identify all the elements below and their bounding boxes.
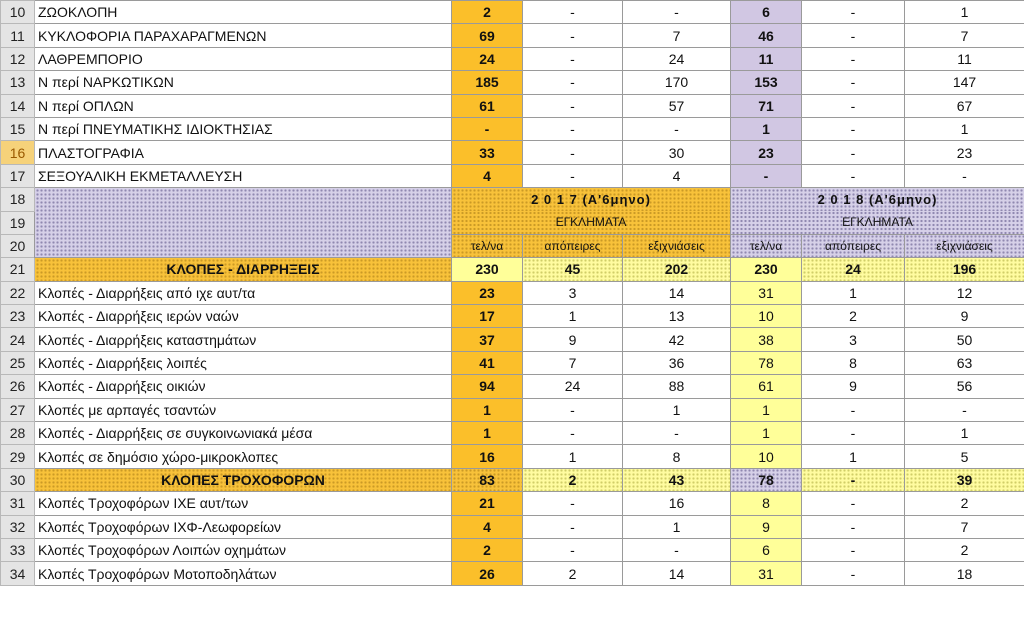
header-blank-cell[interactable] xyxy=(35,188,452,258)
2017-completed-cell[interactable]: 17 xyxy=(452,305,523,328)
2018-solved-total[interactable]: 39 xyxy=(905,468,1024,491)
2018-attempts-cell[interactable]: 1 xyxy=(802,445,905,468)
2018-attempts-cell[interactable]: - xyxy=(802,562,905,585)
2018-attempts-cell[interactable]: - xyxy=(802,141,905,164)
category-name-cell[interactable]: ΠΛΑΣΤΟΓΡΑΦΙΑ xyxy=(35,141,452,164)
2017-solved-cell[interactable]: 14 xyxy=(623,562,731,585)
2018-completed-cell[interactable]: 1 xyxy=(731,398,802,421)
row-header[interactable]: 31 xyxy=(1,492,35,515)
2018-solved-cell[interactable]: 12 xyxy=(905,281,1024,304)
row-header[interactable]: 19 xyxy=(1,211,35,234)
row-header[interactable]: 34 xyxy=(1,562,35,585)
2018-attempts-cell[interactable]: - xyxy=(802,398,905,421)
2018-completed-cell[interactable]: - xyxy=(731,164,802,187)
table-row xyxy=(1,1,1024,24)
category-name-cell[interactable]: ΖΩΟΚΛΟΠΗ xyxy=(35,1,452,24)
2018-solved-cell[interactable]: 11 xyxy=(905,47,1024,70)
category-name-cell[interactable]: Κλοπές - Διαρρήξεις ιερών ναών xyxy=(35,305,452,328)
2017-attempts-cell[interactable]: - xyxy=(523,164,623,187)
table-row xyxy=(1,445,1024,468)
2018-completed-total[interactable]: 230 xyxy=(731,258,802,281)
row-header[interactable]: 17 xyxy=(1,164,35,187)
row-header[interactable]: 23 xyxy=(1,305,35,328)
category-name-cell[interactable]: Κλοπές Τροχοφόρων Μοτοποδηλάτων xyxy=(35,562,452,585)
2017-attempts-cell[interactable]: - xyxy=(523,141,623,164)
table-row xyxy=(1,375,1024,398)
2017-attempts-cell[interactable]: 7 xyxy=(523,351,623,374)
2017-attempts-cell[interactable]: 2 xyxy=(523,562,623,585)
row-header[interactable]: 32 xyxy=(1,515,35,538)
2017-completed-cell[interactable]: 23 xyxy=(452,281,523,304)
2017-completed-cell[interactable]: 1 xyxy=(452,422,523,445)
table-row xyxy=(1,141,1024,164)
2017-attempts-cell[interactable]: 9 xyxy=(523,328,623,351)
table-row xyxy=(1,47,1024,70)
2018-solved-cell[interactable]: 7 xyxy=(905,24,1024,47)
2017-solved-cell[interactable]: - xyxy=(623,1,731,24)
2018-attempts-cell[interactable]: - xyxy=(802,1,905,24)
table-row xyxy=(1,71,1024,94)
2017-attempts-cell[interactable]: - xyxy=(523,538,623,561)
table-row xyxy=(1,328,1024,351)
row-header[interactable]: 28 xyxy=(1,422,35,445)
2017-attempts-cell[interactable]: - xyxy=(523,71,623,94)
2018-solved-cell[interactable]: 1 xyxy=(905,422,1024,445)
header-2017-crimes[interactable]: ΕΓΚΛΗΜΑΤΑ xyxy=(452,211,731,234)
table-row xyxy=(1,492,1024,515)
2018-attempts-cell[interactable]: - xyxy=(802,94,905,117)
category-name-cell[interactable]: Κλοπές - Διαρρήξεις από ιχε αυτ/τα xyxy=(35,281,452,304)
2018-completed-cell[interactable]: 6 xyxy=(731,538,802,561)
section-title-cell[interactable]: ΚΛΟΠΕΣ ΤΡΟΧΟΦΟΡΩΝ xyxy=(35,468,452,491)
table-row xyxy=(1,398,1024,421)
row-header[interactable]: 25 xyxy=(1,351,35,374)
2018-attempts-cell[interactable]: 8 xyxy=(802,351,905,374)
subheader-cell[interactable]: τελ/να xyxy=(731,234,802,257)
2017-completed-cell[interactable]: 24 xyxy=(452,47,523,70)
row-header[interactable]: 20 xyxy=(1,234,35,257)
2018-completed-cell[interactable]: 31 xyxy=(731,281,802,304)
2017-solved-cell[interactable]: 170 xyxy=(623,71,731,94)
2018-attempts-cell[interactable]: - xyxy=(802,538,905,561)
row-header[interactable]: 15 xyxy=(1,117,35,140)
2018-completed-cell[interactable]: 31 xyxy=(731,562,802,585)
2017-completed-cell[interactable]: 4 xyxy=(452,515,523,538)
2018-solved-cell[interactable]: 18 xyxy=(905,562,1024,585)
2018-solved-cell[interactable]: 147 xyxy=(905,71,1024,94)
table-row xyxy=(1,538,1024,561)
table-row xyxy=(1,164,1024,187)
2018-solved-total[interactable]: 196 xyxy=(905,258,1024,281)
2017-solved-cell[interactable]: 42 xyxy=(623,328,731,351)
row-header[interactable]: 26 xyxy=(1,375,35,398)
2018-solved-cell[interactable]: - xyxy=(905,398,1024,421)
2018-attempts-cell[interactable]: 9 xyxy=(802,375,905,398)
category-name-cell[interactable]: Κλοπές - Διαρρήξεις σε συγκοινωνιακά μέσα xyxy=(35,422,452,445)
category-name-cell[interactable]: Κλοπές Τροχοφόρων ΙΧΦ-Λεωφορείων xyxy=(35,515,452,538)
2018-attempts-cell[interactable]: - xyxy=(802,47,905,70)
table-row xyxy=(1,351,1024,374)
header-row-year xyxy=(1,188,1024,211)
row-header[interactable]: 21 xyxy=(1,258,35,281)
category-name-cell[interactable]: Ν περί ΟΠΛΩΝ xyxy=(35,94,452,117)
2018-completed-cell[interactable]: 11 xyxy=(731,47,802,70)
table-row xyxy=(1,422,1024,445)
2018-completed-cell[interactable]: 1 xyxy=(731,422,802,445)
subheader-cell[interactable]: εξιχνιάσεις xyxy=(623,234,731,257)
row-header[interactable]: 13 xyxy=(1,71,35,94)
2017-attempts-cell[interactable]: 3 xyxy=(523,281,623,304)
2018-attempts-total[interactable]: 24 xyxy=(802,258,905,281)
2017-completed-cell[interactable]: 33 xyxy=(452,141,523,164)
row-header[interactable]: 33 xyxy=(1,538,35,561)
2017-attempts-cell[interactable]: - xyxy=(523,24,623,47)
category-name-cell[interactable]: Κλοπές Τροχοφόρων Λοιπών οχημάτων xyxy=(35,538,452,561)
2017-attempts-cell[interactable]: - xyxy=(523,422,623,445)
2017-solved-cell[interactable]: 1 xyxy=(623,515,731,538)
table-row xyxy=(1,94,1024,117)
2017-solved-cell[interactable]: 1 xyxy=(623,398,731,421)
row-header[interactable]: 29 xyxy=(1,445,35,468)
2017-attempts-cell[interactable]: 1 xyxy=(523,445,623,468)
category-name-cell[interactable]: Ν περί ΠΝΕΥΜΑΤΙΚΗΣ ΙΔΙΟΚΤΗΣΙΑΣ xyxy=(35,117,452,140)
2017-completed-cell[interactable]: 2 xyxy=(452,1,523,24)
2018-attempts-cell[interactable]: - xyxy=(802,117,905,140)
2017-completed-cell[interactable]: 1 xyxy=(452,398,523,421)
2018-solved-cell[interactable]: 7 xyxy=(905,515,1024,538)
row-header[interactable]: 22 xyxy=(1,281,35,304)
2017-solved-cell[interactable]: 14 xyxy=(623,281,731,304)
2017-solved-cell[interactable]: - xyxy=(623,422,731,445)
category-name-cell[interactable]: ΣΕΞΟΥΑΛΙΚΗ ΕΚΜΕΤΑΛΛΕΥΣΗ xyxy=(35,164,452,187)
2017-attempts-cell[interactable]: - xyxy=(523,1,623,24)
2018-completed-cell[interactable]: 78 xyxy=(731,351,802,374)
2018-attempts-cell[interactable]: - xyxy=(802,71,905,94)
2017-solved-cell[interactable]: 7 xyxy=(623,24,731,47)
2018-completed-cell[interactable]: 1 xyxy=(731,117,802,140)
2018-completed-cell[interactable]: 9 xyxy=(731,515,802,538)
category-name-cell[interactable]: ΛΑΘΡΕΜΠΟΡΙΟ xyxy=(35,47,452,70)
2017-completed-cell[interactable]: 61 xyxy=(452,94,523,117)
2018-solved-cell[interactable]: 63 xyxy=(905,351,1024,374)
2018-solved-cell[interactable]: 23 xyxy=(905,141,1024,164)
2017-solved-cell[interactable]: - xyxy=(623,538,731,561)
table-row xyxy=(1,562,1024,585)
2018-completed-total[interactable]: 78 xyxy=(731,468,802,491)
2017-attempts-cell[interactable]: 1 xyxy=(523,305,623,328)
row-header[interactable]: 10 xyxy=(1,1,35,24)
category-name-cell[interactable]: Κλοπές σε δημόσιο χώρο-μικροκλοπες xyxy=(35,445,452,468)
category-name-cell[interactable]: ΚΥΚΛΟΦΟΡΙΑ ΠΑΡΑΧΑΡΑΓΜΕΝΩΝ xyxy=(35,24,452,47)
2018-solved-cell[interactable]: 5 xyxy=(905,445,1024,468)
header-2018-crimes[interactable]: ΕΓΚΛΗΜΑΤΑ xyxy=(731,211,1024,234)
2017-completed-cell[interactable]: 16 xyxy=(452,445,523,468)
row-header[interactable]: 24 xyxy=(1,328,35,351)
2017-attempts-cell[interactable]: - xyxy=(523,47,623,70)
2017-completed-cell[interactable]: 37 xyxy=(452,328,523,351)
2017-completed-cell[interactable]: 26 xyxy=(452,562,523,585)
table-row xyxy=(1,305,1024,328)
2017-attempts-cell[interactable]: 24 xyxy=(523,375,623,398)
2017-completed-cell[interactable]: 21 xyxy=(452,492,523,515)
2017-solved-cell[interactable]: 4 xyxy=(623,164,731,187)
2017-solved-cell[interactable]: 36 xyxy=(623,351,731,374)
table-row xyxy=(1,515,1024,538)
2018-solved-cell[interactable]: 67 xyxy=(905,94,1024,117)
2018-completed-cell[interactable]: 71 xyxy=(731,94,802,117)
2017-completed-cell[interactable]: 41 xyxy=(452,351,523,374)
row-header[interactable]: 11 xyxy=(1,24,35,47)
2017-completed-cell[interactable]: 94 xyxy=(452,375,523,398)
category-name-cell[interactable]: Κλοπές - Διαρρήξεις λοιπές xyxy=(35,351,452,374)
2017-completed-total[interactable]: 230 xyxy=(452,258,523,281)
subheader-cell[interactable]: απόπειρες xyxy=(523,234,623,257)
2018-solved-cell[interactable]: 9 xyxy=(905,305,1024,328)
table-row xyxy=(1,24,1024,47)
2018-completed-cell[interactable]: 10 xyxy=(731,445,802,468)
2017-solved-cell[interactable]: 13 xyxy=(623,305,731,328)
2017-solved-cell[interactable]: 57 xyxy=(623,94,731,117)
row-header[interactable]: 16 xyxy=(1,141,35,164)
2018-attempts-cell[interactable]: 1 xyxy=(802,281,905,304)
2017-solved-cell[interactable]: - xyxy=(623,117,731,140)
2018-attempts-cell[interactable]: - xyxy=(802,492,905,515)
2017-attempts-cell[interactable]: - xyxy=(523,398,623,421)
2017-solved-cell[interactable]: 30 xyxy=(623,141,731,164)
2018-completed-cell[interactable]: 61 xyxy=(731,375,802,398)
2018-completed-cell[interactable]: 38 xyxy=(731,328,802,351)
row-header[interactable]: 27 xyxy=(1,398,35,421)
section-total-row xyxy=(1,258,1024,281)
header-2017-title[interactable]: 2 0 1 7 (Α'6μηνο) xyxy=(452,188,731,211)
2018-attempts-total[interactable]: - xyxy=(802,468,905,491)
2017-solved-total[interactable]: 202 xyxy=(623,258,731,281)
2018-solved-cell[interactable]: - xyxy=(905,164,1024,187)
category-name-cell[interactable]: Κλοπές Τροχοφόρων ΙΧΕ αυτ/των xyxy=(35,492,452,515)
2017-solved-cell[interactable]: 16 xyxy=(623,492,731,515)
section-title-cell[interactable]: ΚΛΟΠΕΣ - ΔΙΑΡΡΗΞΕΙΣ xyxy=(35,258,452,281)
2018-solved-cell[interactable]: 2 xyxy=(905,492,1024,515)
section-total-row xyxy=(1,468,1024,491)
category-name-cell[interactable]: Κλοπές - Διαρρήξεις καταστημάτων xyxy=(35,328,452,351)
row-header[interactable]: 12 xyxy=(1,47,35,70)
2017-attempts-cell[interactable]: - xyxy=(523,94,623,117)
2018-completed-cell[interactable]: 46 xyxy=(731,24,802,47)
category-name-cell[interactable]: Κλοπές με αρπαγές τσαντών xyxy=(35,398,452,421)
2018-attempts-cell[interactable]: - xyxy=(802,422,905,445)
2017-completed-cell[interactable]: - xyxy=(452,117,523,140)
2017-attempts-cell[interactable]: - xyxy=(523,515,623,538)
2018-completed-cell[interactable]: 8 xyxy=(731,492,802,515)
2017-completed-cell[interactable]: 4 xyxy=(452,164,523,187)
table-row xyxy=(1,117,1024,140)
2017-completed-cell[interactable]: 185 xyxy=(452,71,523,94)
2018-completed-cell[interactable]: 23 xyxy=(731,141,802,164)
2017-attempts-cell[interactable]: - xyxy=(523,117,623,140)
2017-solved-cell[interactable]: 24 xyxy=(623,47,731,70)
2017-completed-cell[interactable]: 2 xyxy=(452,538,523,561)
subheader-cell[interactable]: τελ/να xyxy=(452,234,523,257)
row-header[interactable]: 14 xyxy=(1,94,35,117)
table-row xyxy=(1,281,1024,304)
2017-solved-cell[interactable]: 88 xyxy=(623,375,731,398)
2017-solved-total[interactable]: 43 xyxy=(623,468,731,491)
2018-solved-cell[interactable]: 1 xyxy=(905,1,1024,24)
category-name-cell[interactable]: Ν περί ΝΑΡΚΩΤΙΚΩΝ xyxy=(35,71,452,94)
2017-completed-cell[interactable]: 69 xyxy=(452,24,523,47)
2018-attempts-cell[interactable]: - xyxy=(802,164,905,187)
row-header[interactable]: 30 xyxy=(1,468,35,491)
subheader-cell[interactable]: απόπειρες xyxy=(802,234,905,257)
2018-attempts-cell[interactable]: 2 xyxy=(802,305,905,328)
2018-solved-cell[interactable]: 2 xyxy=(905,538,1024,561)
2018-attempts-cell[interactable]: - xyxy=(802,24,905,47)
2018-solved-cell[interactable]: 56 xyxy=(905,375,1024,398)
2017-attempts-total[interactable]: 2 xyxy=(523,468,623,491)
2017-attempts-cell[interactable]: - xyxy=(523,492,623,515)
2018-attempts-cell[interactable]: 3 xyxy=(802,328,905,351)
2018-solved-cell[interactable]: 1 xyxy=(905,117,1024,140)
2018-completed-cell[interactable]: 10 xyxy=(731,305,802,328)
2018-completed-cell[interactable]: 153 xyxy=(731,71,802,94)
header-2018-title[interactable]: 2 0 1 8 (Α'6μηνο) xyxy=(731,188,1024,211)
2018-completed-cell[interactable]: 6 xyxy=(731,1,802,24)
2017-solved-cell[interactable]: 8 xyxy=(623,445,731,468)
2017-attempts-total[interactable]: 45 xyxy=(523,258,623,281)
2018-attempts-cell[interactable]: - xyxy=(802,515,905,538)
row-header[interactable]: 18 xyxy=(1,188,35,211)
2018-solved-cell[interactable]: 50 xyxy=(905,328,1024,351)
category-name-cell[interactable]: Κλοπές - Διαρρήξεις οικιών xyxy=(35,375,452,398)
2017-completed-total[interactable]: 83 xyxy=(452,468,523,491)
subheader-cell[interactable]: εξιχνιάσεις xyxy=(905,234,1024,257)
